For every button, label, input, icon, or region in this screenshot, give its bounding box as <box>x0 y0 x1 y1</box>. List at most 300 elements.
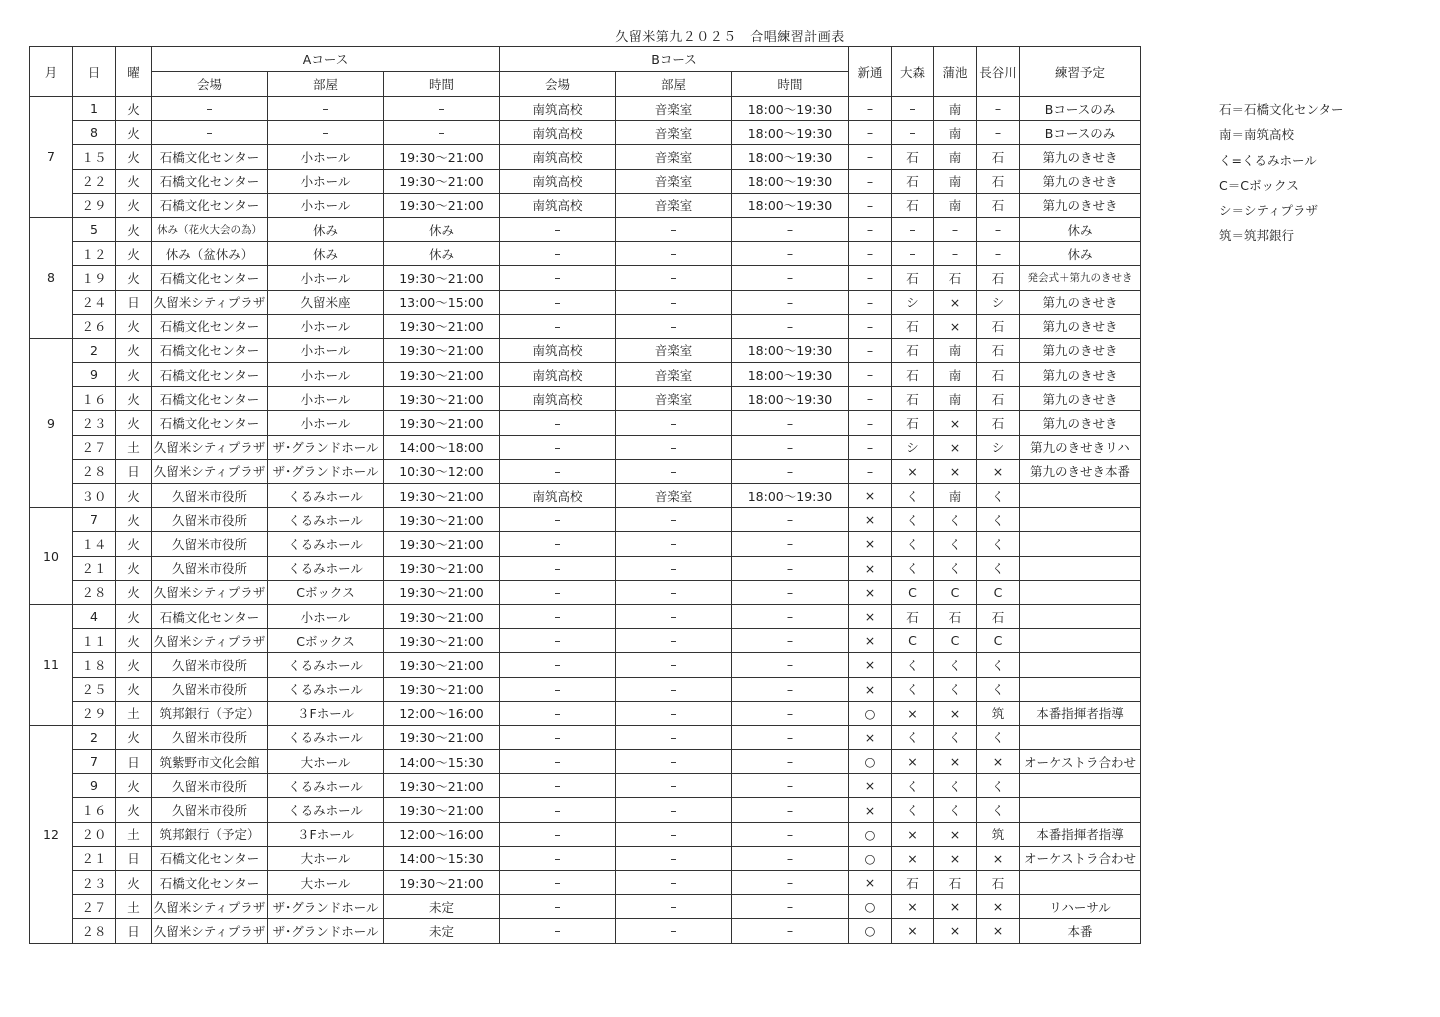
b-room-cell: – <box>616 871 732 895</box>
kamachi-cell: く <box>934 532 977 556</box>
day-cell: ２８ <box>73 459 116 483</box>
shindori-cell: – <box>849 290 892 314</box>
header-b-venue: 会場 <box>500 72 616 97</box>
b-venue-cell: 南筑高校 <box>500 145 616 169</box>
a-venue-cell: 石橋文化センター <box>152 193 268 217</box>
b-time-cell: – <box>732 217 849 241</box>
plan-cell <box>1020 798 1141 822</box>
table-row <box>30 484 1141 508</box>
table-row <box>30 435 1141 459</box>
a-venue-cell: 石橋文化センター <box>152 314 268 338</box>
a-venue-cell: 石橋文化センター <box>152 363 268 387</box>
day-cell: 8 <box>73 121 116 145</box>
a-room-cell: Cボックス <box>268 629 384 653</box>
shindori-cell: – <box>849 314 892 338</box>
a-room-cell: 小ホール <box>268 145 384 169</box>
b-room-cell: – <box>616 411 732 435</box>
a-venue-cell: 石橋文化センター <box>152 871 268 895</box>
b-time-cell: – <box>732 580 849 604</box>
b-room-cell: – <box>616 508 732 532</box>
b-time-cell: – <box>732 556 849 580</box>
a-venue-cell: 休み（盆休み） <box>152 242 268 266</box>
table-row <box>30 725 1141 749</box>
a-venue-cell: 久留米シティプラザ <box>152 919 268 943</box>
b-room-cell: – <box>616 846 732 870</box>
kamachi-cell: 石 <box>934 604 977 628</box>
weekday-cell: 土 <box>116 435 152 459</box>
shindori-cell: – <box>849 121 892 145</box>
table-row <box>30 217 1141 241</box>
a-time-cell: 12:00～16:00 <box>384 822 500 846</box>
a-time-cell: 19:30～21:00 <box>384 169 500 193</box>
day-cell: ２７ <box>73 895 116 919</box>
plan-cell: 発会式＋第九のきせき <box>1020 266 1141 290</box>
b-venue-cell: – <box>500 895 616 919</box>
shindori-cell: – <box>849 145 892 169</box>
weekday-cell: 火 <box>116 169 152 193</box>
b-room-cell: – <box>616 435 732 459</box>
a-room-cell: くるみホール <box>268 677 384 701</box>
b-venue-cell: – <box>500 314 616 338</box>
a-time-cell: – <box>384 121 500 145</box>
a-venue-cell: 久留米市役所 <box>152 677 268 701</box>
b-venue-cell: – <box>500 701 616 725</box>
omori-cell: く <box>892 556 934 580</box>
table-row <box>30 580 1141 604</box>
weekday-cell: 火 <box>116 193 152 217</box>
b-room-cell: – <box>616 653 732 677</box>
a-room-cell: – <box>268 121 384 145</box>
omori-cell: 石 <box>892 266 934 290</box>
month-cell: 10 <box>30 508 73 605</box>
kamachi-cell: C <box>934 580 977 604</box>
b-venue-cell: 南筑高校 <box>500 121 616 145</box>
omori-cell: × <box>892 822 934 846</box>
weekday-cell: 火 <box>116 121 152 145</box>
weekday-cell: 土 <box>116 822 152 846</box>
shindori-cell: – <box>849 459 892 483</box>
a-venue-cell: 久留米市役所 <box>152 725 268 749</box>
b-room-cell: 音楽室 <box>616 338 732 362</box>
a-venue-cell: 久留米市役所 <box>152 774 268 798</box>
weekday-cell: 火 <box>116 580 152 604</box>
plan-cell <box>1020 580 1141 604</box>
table-row <box>30 266 1141 290</box>
weekday-cell: 日 <box>116 846 152 870</box>
b-venue-cell: – <box>500 750 616 774</box>
plan-cell: 第九のきせき <box>1020 145 1141 169</box>
weekday-cell: 火 <box>116 314 152 338</box>
omori-cell: – <box>892 121 934 145</box>
shindori-cell: ○ <box>849 919 892 943</box>
a-venue-cell: 石橋文化センター <box>152 145 268 169</box>
day-cell: ２２ <box>73 169 116 193</box>
omori-cell: 石 <box>892 314 934 338</box>
a-room-cell: 休み <box>268 242 384 266</box>
shindori-cell: ○ <box>849 750 892 774</box>
b-time-cell: – <box>732 459 849 483</box>
omori-cell: × <box>892 846 934 870</box>
plan-cell: Bコースのみ <box>1020 97 1141 121</box>
kamachi-cell: × <box>934 435 977 459</box>
b-time-cell: – <box>732 435 849 459</box>
b-venue-cell: 南筑高校 <box>500 363 616 387</box>
plan-cell: オーケストラ合わせ <box>1020 846 1141 870</box>
practice-schedule-table <box>29 46 1141 944</box>
a-time-cell: 19:30～21:00 <box>384 725 500 749</box>
omori-cell: シ <box>892 435 934 459</box>
a-time-cell: 19:30～21:00 <box>384 145 500 169</box>
b-venue-cell: – <box>500 532 616 556</box>
a-venue-cell: 久留米シティプラザ <box>152 459 268 483</box>
hasegawa-cell: 石 <box>977 387 1020 411</box>
a-venue-cell: 久留米市役所 <box>152 653 268 677</box>
a-time-cell: 19:30～21:00 <box>384 411 500 435</box>
a-room-cell: Cボックス <box>268 580 384 604</box>
kamachi-cell: 南 <box>934 363 977 387</box>
b-room-cell: – <box>616 556 732 580</box>
shindori-cell: × <box>849 556 892 580</box>
hasegawa-cell: く <box>977 774 1020 798</box>
b-time-cell: – <box>732 725 849 749</box>
plan-cell: 第九のきせきリハ <box>1020 435 1141 459</box>
table-row <box>30 701 1141 725</box>
b-time-cell: – <box>732 895 849 919</box>
kamachi-cell: × <box>934 701 977 725</box>
b-room-cell: 音楽室 <box>616 387 732 411</box>
shindori-cell: × <box>849 798 892 822</box>
a-venue-cell: 石橋文化センター <box>152 387 268 411</box>
plan-cell <box>1020 871 1141 895</box>
omori-cell: シ <box>892 290 934 314</box>
b-room-cell: – <box>616 701 732 725</box>
hasegawa-cell: 石 <box>977 169 1020 193</box>
b-time-cell: – <box>732 508 849 532</box>
shindori-cell: – <box>849 363 892 387</box>
a-time-cell: 19:30～21:00 <box>384 314 500 338</box>
omori-cell: – <box>892 217 934 241</box>
a-venue-cell: 久留米シティプラザ <box>152 580 268 604</box>
omori-cell: く <box>892 508 934 532</box>
hasegawa-cell: – <box>977 217 1020 241</box>
omori-cell: – <box>892 97 934 121</box>
a-time-cell: – <box>384 97 500 121</box>
weekday-cell: 火 <box>116 97 152 121</box>
a-time-cell: 19:30～21:00 <box>384 604 500 628</box>
shindori-cell: × <box>849 725 892 749</box>
omori-cell: く <box>892 653 934 677</box>
month-cell: 7 <box>30 97 73 218</box>
day-cell: ２５ <box>73 677 116 701</box>
plan-cell <box>1020 604 1141 628</box>
b-time-cell: – <box>732 411 849 435</box>
a-room-cell: 小ホール <box>268 193 384 217</box>
b-venue-cell: – <box>500 871 616 895</box>
plan-cell: 第九のきせき <box>1020 387 1141 411</box>
b-room-cell: – <box>616 290 732 314</box>
kamachi-cell: く <box>934 774 977 798</box>
hasegawa-cell: く <box>977 725 1020 749</box>
table-row <box>30 653 1141 677</box>
hasegawa-cell: – <box>977 242 1020 266</box>
b-room-cell: – <box>616 750 732 774</box>
a-venue-cell: 久留米市役所 <box>152 798 268 822</box>
a-room-cell: 小ホール <box>268 604 384 628</box>
day-cell: １４ <box>73 532 116 556</box>
a-time-cell: 未定 <box>384 919 500 943</box>
b-room-cell: – <box>616 217 732 241</box>
a-time-cell: 19:30～21:00 <box>384 556 500 580</box>
omori-cell: – <box>892 242 934 266</box>
b-time-cell: – <box>732 604 849 628</box>
kamachi-cell: × <box>934 846 977 870</box>
omori-cell: く <box>892 532 934 556</box>
a-room-cell: 小ホール <box>268 266 384 290</box>
b-venue-cell: 南筑高校 <box>500 193 616 217</box>
kamachi-cell: 南 <box>934 145 977 169</box>
table-row <box>30 338 1141 362</box>
hasegawa-cell: – <box>977 121 1020 145</box>
a-venue-cell: 石橋文化センター <box>152 169 268 193</box>
table-row <box>30 774 1141 798</box>
a-room-cell: くるみホール <box>268 484 384 508</box>
day-cell: 2 <box>73 338 116 362</box>
table-row <box>30 121 1141 145</box>
b-venue-cell: – <box>500 604 616 628</box>
a-time-cell: 19:30～21:00 <box>384 193 500 217</box>
plan-cell <box>1020 484 1141 508</box>
omori-cell: C <box>892 629 934 653</box>
b-room-cell: – <box>616 266 732 290</box>
hasegawa-cell: シ <box>977 435 1020 459</box>
b-venue-cell: – <box>500 217 616 241</box>
a-time-cell: 19:30～21:00 <box>384 484 500 508</box>
plan-cell: 休み <box>1020 242 1141 266</box>
a-time-cell: 19:30～21:00 <box>384 871 500 895</box>
day-cell: １６ <box>73 387 116 411</box>
a-time-cell: 19:30～21:00 <box>384 387 500 411</box>
weekday-cell: 火 <box>116 242 152 266</box>
b-venue-cell: – <box>500 242 616 266</box>
day-cell: ２８ <box>73 919 116 943</box>
b-time-cell: – <box>732 677 849 701</box>
kamachi-cell: – <box>934 242 977 266</box>
weekday-cell: 火 <box>116 532 152 556</box>
b-time-cell: – <box>732 314 849 338</box>
weekday-cell: 火 <box>116 798 152 822</box>
a-time-cell: 19:30～21:00 <box>384 774 500 798</box>
a-venue-cell: 久留米市役所 <box>152 556 268 580</box>
header-a-time: 時間 <box>384 72 500 97</box>
a-venue-cell: 久留米シティプラザ <box>152 895 268 919</box>
shindori-cell: – <box>849 338 892 362</box>
legend-item: 筑＝筑邦銀行 <box>1219 228 1295 244</box>
legend-item: 石＝石橋文化センター <box>1219 102 1344 117</box>
a-time-cell: 19:30～21:00 <box>384 798 500 822</box>
day-cell: 1 <box>73 97 116 121</box>
a-room-cell: ３Fホール <box>268 701 384 725</box>
a-room-cell: – <box>268 97 384 121</box>
a-time-cell: 19:30～21:00 <box>384 508 500 532</box>
kamachi-cell: く <box>934 725 977 749</box>
omori-cell: く <box>892 725 934 749</box>
omori-cell: く <box>892 798 934 822</box>
table-row <box>30 169 1141 193</box>
shindori-cell: ○ <box>849 846 892 870</box>
hasegawa-cell: く <box>977 532 1020 556</box>
plan-cell <box>1020 653 1141 677</box>
a-room-cell: ザ･グランドホール <box>268 919 384 943</box>
a-room-cell: くるみホール <box>268 725 384 749</box>
b-time-cell: 18:00～19:30 <box>732 193 849 217</box>
day-cell: ２１ <box>73 846 116 870</box>
schedule-body <box>30 97 1141 944</box>
plan-cell: 第九のきせき <box>1020 363 1141 387</box>
b-venue-cell: – <box>500 774 616 798</box>
a-room-cell: くるみホール <box>268 774 384 798</box>
a-venue-cell: 石橋文化センター <box>152 338 268 362</box>
header-b-room: 部屋 <box>616 72 732 97</box>
a-room-cell: ザ･グランドホール <box>268 435 384 459</box>
b-venue-cell: – <box>500 846 616 870</box>
header-omori: 大森 <box>892 47 934 97</box>
kamachi-cell: 南 <box>934 387 977 411</box>
plan-cell: 第九のきせき <box>1020 338 1141 362</box>
a-room-cell: くるみホール <box>268 532 384 556</box>
b-venue-cell: 南筑高校 <box>500 484 616 508</box>
a-venue-cell: 久留米市役所 <box>152 484 268 508</box>
weekday-cell: 火 <box>116 411 152 435</box>
a-time-cell: 19:30～21:00 <box>384 677 500 701</box>
table-row <box>30 895 1141 919</box>
shindori-cell: – <box>849 242 892 266</box>
kamachi-cell: × <box>934 411 977 435</box>
a-room-cell: ３Fホール <box>268 822 384 846</box>
weekday-cell: 火 <box>116 266 152 290</box>
a-venue-cell: 久留米市役所 <box>152 508 268 532</box>
day-cell: ２９ <box>73 701 116 725</box>
table-row <box>30 629 1141 653</box>
kamachi-cell: 南 <box>934 338 977 362</box>
b-venue-cell: 南筑高校 <box>500 387 616 411</box>
legend-item: 南＝南筑高校 <box>1219 127 1295 143</box>
kamachi-cell: 南 <box>934 484 977 508</box>
b-room-cell: 音楽室 <box>616 484 732 508</box>
b-venue-cell: – <box>500 798 616 822</box>
weekday-cell: 火 <box>116 363 152 387</box>
table-row <box>30 314 1141 338</box>
day-cell: １５ <box>73 145 116 169</box>
a-venue-cell: 久留米シティプラザ <box>152 290 268 314</box>
b-time-cell: – <box>732 750 849 774</box>
a-venue-cell: 久留米シティプラザ <box>152 435 268 459</box>
day-cell: ３０ <box>73 484 116 508</box>
day-cell: １２ <box>73 242 116 266</box>
hasegawa-cell: 筑 <box>977 822 1020 846</box>
a-time-cell: 19:30～21:00 <box>384 532 500 556</box>
a-time-cell: 19:30～21:00 <box>384 580 500 604</box>
kamachi-cell: × <box>934 459 977 483</box>
a-venue-cell: 石橋文化センター <box>152 266 268 290</box>
table-row <box>30 798 1141 822</box>
kamachi-cell: 南 <box>934 121 977 145</box>
weekday-cell: 火 <box>116 774 152 798</box>
weekday-cell: 火 <box>116 145 152 169</box>
b-room-cell: – <box>616 822 732 846</box>
b-venue-cell: – <box>500 556 616 580</box>
a-time-cell: 14:00～15:30 <box>384 750 500 774</box>
a-room-cell: 小ホール <box>268 363 384 387</box>
hasegawa-cell: 石 <box>977 363 1020 387</box>
omori-cell: × <box>892 895 934 919</box>
hasegawa-cell: × <box>977 919 1020 943</box>
a-time-cell: 19:30～21:00 <box>384 629 500 653</box>
plan-cell: 本番 <box>1020 919 1141 943</box>
a-time-cell: 19:30～21:00 <box>384 653 500 677</box>
omori-cell: × <box>892 459 934 483</box>
legend-item: く=くるみホール <box>1219 152 1317 168</box>
shindori-cell: × <box>849 871 892 895</box>
a-time-cell: 12:00～16:00 <box>384 701 500 725</box>
b-time-cell: – <box>732 653 849 677</box>
shindori-cell: × <box>849 604 892 628</box>
day-cell: ２３ <box>73 871 116 895</box>
hasegawa-cell: 石 <box>977 266 1020 290</box>
day-cell: ２９ <box>73 193 116 217</box>
b-venue-cell: – <box>500 435 616 459</box>
a-time-cell: 未定 <box>384 895 500 919</box>
kamachi-cell: 南 <box>934 169 977 193</box>
hasegawa-cell: C <box>977 580 1020 604</box>
kamachi-cell: × <box>934 750 977 774</box>
b-room-cell: 音楽室 <box>616 97 732 121</box>
day-cell: １８ <box>73 653 116 677</box>
b-time-cell: – <box>732 701 849 725</box>
table-row <box>30 556 1141 580</box>
table-row <box>30 459 1141 483</box>
day-cell: 7 <box>73 750 116 774</box>
omori-cell: 石 <box>892 169 934 193</box>
shindori-cell: × <box>849 580 892 604</box>
omori-cell: 石 <box>892 604 934 628</box>
b-venue-cell: – <box>500 290 616 314</box>
day-cell: ２０ <box>73 822 116 846</box>
b-time-cell: – <box>732 532 849 556</box>
shindori-cell: – <box>849 387 892 411</box>
kamachi-cell: 石 <box>934 871 977 895</box>
shindori-cell: ○ <box>849 822 892 846</box>
a-venue-cell: 石橋文化センター <box>152 411 268 435</box>
b-time-cell: 18:00～19:30 <box>732 97 849 121</box>
header-a-room: 部屋 <box>268 72 384 97</box>
shindori-cell: – <box>849 169 892 193</box>
header-day: 日 <box>73 47 116 97</box>
b-time-cell: 18:00～19:30 <box>732 387 849 411</box>
table-row <box>30 363 1141 387</box>
hasegawa-cell: く <box>977 653 1020 677</box>
plan-cell: 本番指揮者指導 <box>1020 701 1141 725</box>
day-cell: 4 <box>73 604 116 628</box>
omori-cell: × <box>892 701 934 725</box>
shindori-cell: – <box>849 266 892 290</box>
a-room-cell: 小ホール <box>268 411 384 435</box>
weekday-cell: 火 <box>116 508 152 532</box>
month-cell: 12 <box>30 725 73 943</box>
omori-cell: 石 <box>892 871 934 895</box>
header-course-a: Aコース <box>152 47 500 72</box>
b-time-cell: – <box>732 871 849 895</box>
table-row <box>30 193 1141 217</box>
